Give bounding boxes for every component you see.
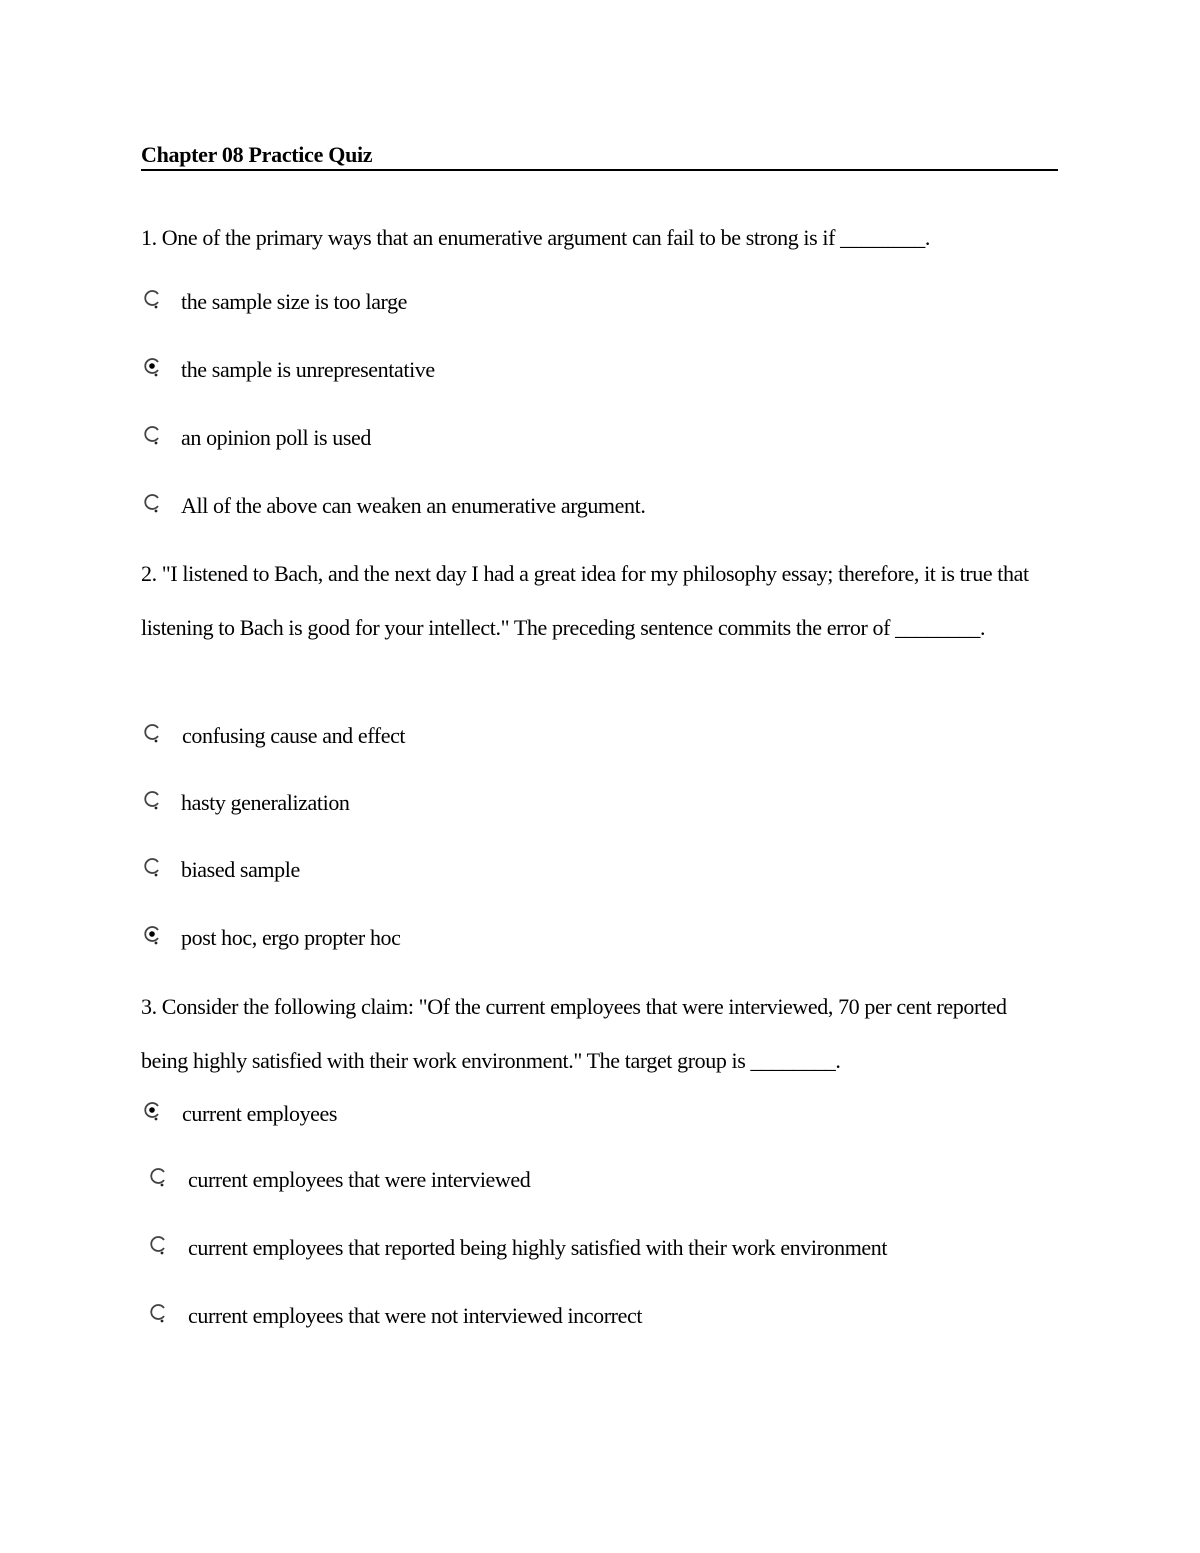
radio-unchecked-icon[interactable]	[149, 1234, 167, 1256]
radio-unchecked-icon[interactable]	[143, 789, 161, 811]
radio-unchecked-icon[interactable]	[143, 722, 161, 744]
option-label: hasty generalization	[181, 790, 350, 815]
option-label: post hoc, ergo propter hoc	[181, 925, 401, 950]
option-label: the sample size is too large	[181, 289, 408, 314]
radio-checked-icon[interactable]	[143, 924, 161, 946]
radio-unchecked-icon[interactable]	[149, 1166, 167, 1188]
option-label: All of the above can weaken an enumerative argument.	[181, 493, 646, 518]
radio-unchecked-icon[interactable]	[143, 492, 161, 514]
option-label: an opinion poll is used	[181, 425, 372, 450]
option-label: confusing cause and effect	[182, 723, 406, 748]
radio-unchecked-icon[interactable]	[143, 424, 161, 446]
radio-unchecked-icon[interactable]	[143, 856, 161, 878]
option-label: current employees that were interviewed	[188, 1167, 531, 1192]
option-label: current employees that were not interviewed incorrect	[188, 1303, 643, 1328]
option-label: current employees	[182, 1101, 338, 1126]
page-title: Chapter 08 Practice Quiz	[141, 141, 1058, 171]
radio-checked-icon[interactable]	[143, 356, 161, 378]
radio-checked-icon[interactable]	[143, 1100, 161, 1122]
option-label: the sample is unrepresentative	[181, 357, 435, 382]
question-1-text: 1. One of the primary ways that an enumerative argument can fail to be strong is if ________.	[141, 225, 931, 250]
radio-unchecked-icon[interactable]	[149, 1302, 167, 1324]
option-label: current employees that reported being highly satisfied with their work environment	[188, 1235, 888, 1260]
question-3-text: 3. Consider the following claim: "Of the current employees that were interviewed, 70 per cent reported being highly satisfied with their work environment." The target group is ________.	[141, 994, 1007, 1073]
option-label: biased sample	[181, 857, 300, 882]
radio-unchecked-icon[interactable]	[143, 288, 161, 310]
question-2-text: 2. "I listened to Bach, and the next day I had a great idea for my philosophy essay; therefore, it is true that listening to Bach is good for your intellect." The preceding sentence commits the error of ________.	[141, 561, 1029, 640]
